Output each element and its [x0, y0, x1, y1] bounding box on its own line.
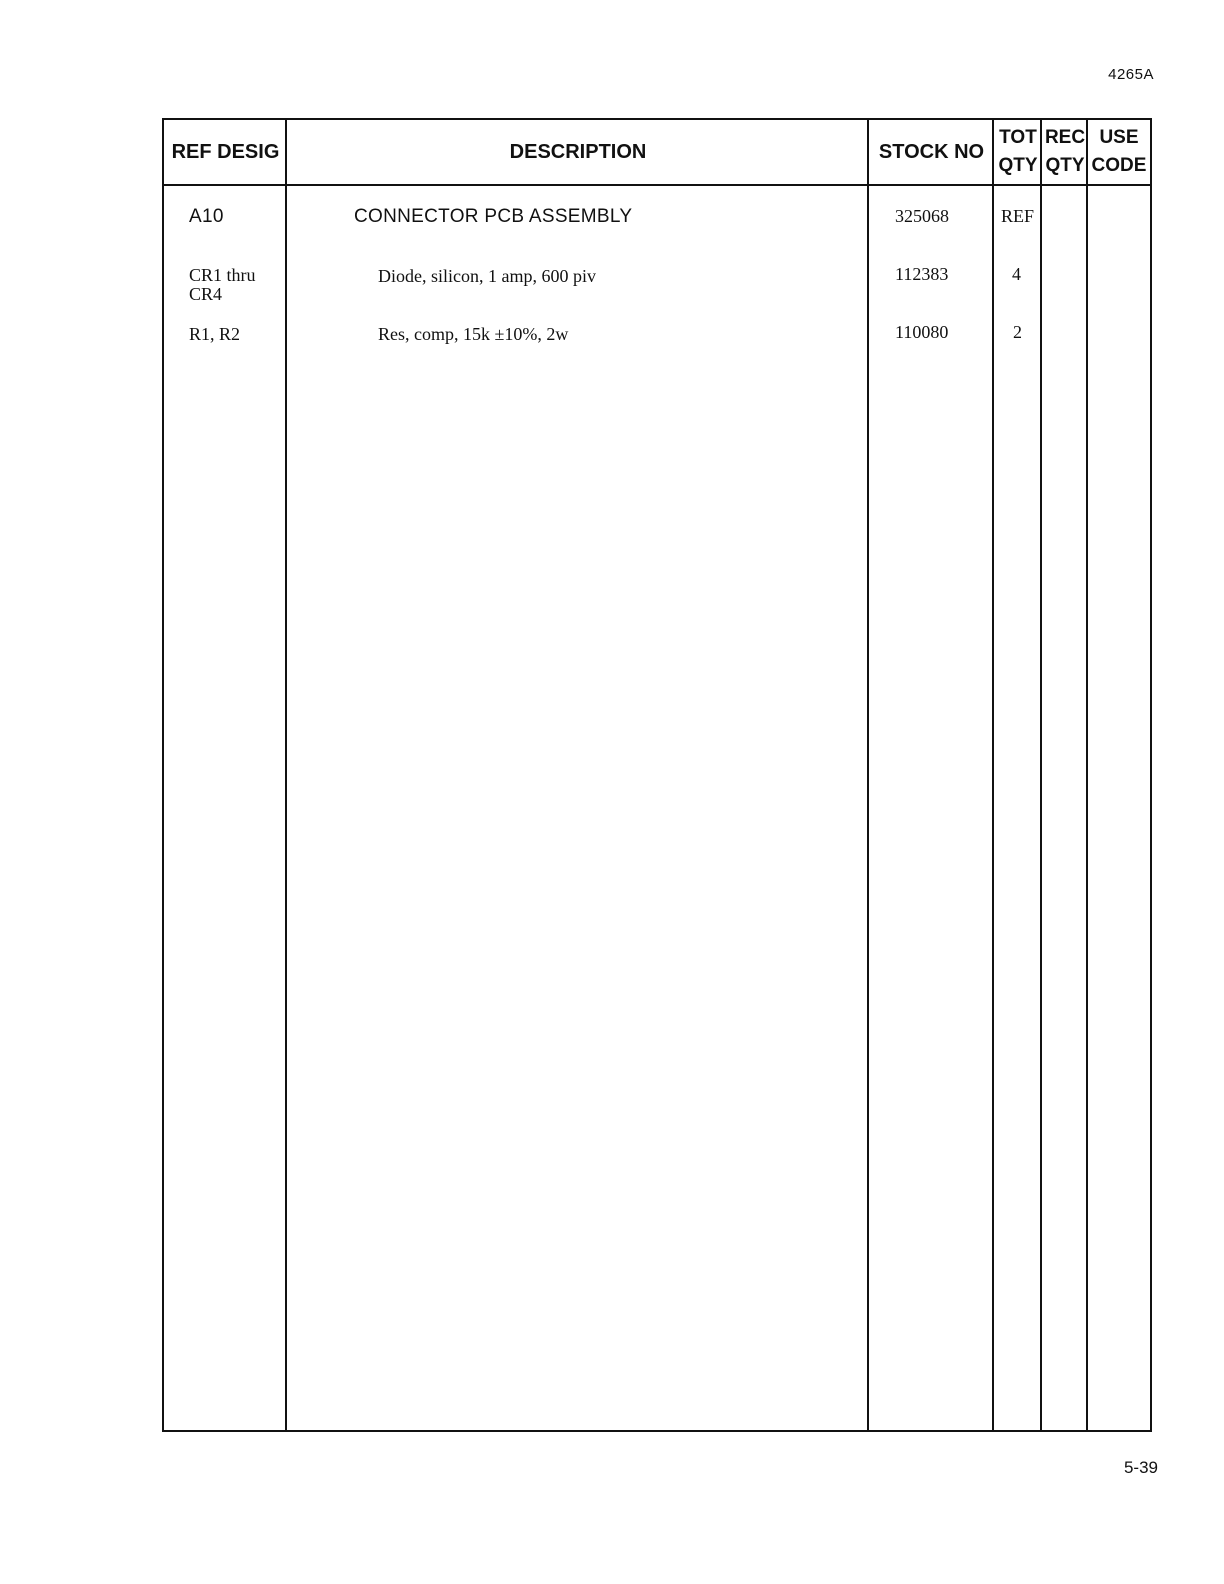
row-3-stock-no: 110080 [895, 322, 949, 342]
column-tot-qty [994, 120, 1042, 1430]
column-use-code [1088, 120, 1150, 1430]
row-2-stock-no: 112383 [895, 264, 949, 284]
header-rec-qty-line2: QTY [1045, 155, 1085, 176]
header-ref-desig: REF DESIG [171, 141, 280, 163]
row-3-tot-qty: 2 [1013, 322, 1022, 342]
header-stock-no: STOCK NO [878, 141, 985, 163]
parts-list-table [162, 118, 1152, 1432]
model-number: 4265A [1108, 66, 1154, 83]
header-use-code-line2: CODE [1091, 155, 1147, 176]
header-rec-qty-line1: REC [1044, 127, 1086, 148]
header-divider [164, 184, 1150, 186]
column-description [287, 120, 869, 1430]
header-description: DESCRIPTION [509, 141, 647, 163]
row-3-ref-desig: R1, R2 [189, 324, 241, 344]
row-3-description: Res, comp, 15k ±10%, 2w [378, 324, 569, 344]
row-1-description: CONNECTOR PCB ASSEMBLY [354, 206, 633, 227]
row-2-tot-qty: 4 [1012, 264, 1021, 284]
row-1-ref-desig: A10 [189, 206, 224, 227]
header-use-code [1088, 120, 1150, 184]
row-2-ref-desig-line2: CR4 [189, 284, 223, 304]
column-ref-desig [164, 120, 287, 1430]
row-2-ref-desig-line1: CR1 thru [189, 265, 256, 285]
header-tot-qty-line2: QTY [998, 155, 1038, 176]
column-rec-qty [1042, 120, 1088, 1430]
row-2-ref-desig [189, 266, 256, 304]
header-rec-qty [1042, 120, 1088, 184]
column-stock-no [869, 120, 994, 1430]
row-2-description: Diode, silicon, 1 amp, 600 piv [378, 266, 596, 286]
row-1-stock-no: 325068 [895, 206, 949, 226]
page-number: 5-39 [1123, 1458, 1158, 1477]
row-1-tot-qty: REF [1001, 206, 1035, 226]
header-tot-qty-line1: TOT [999, 127, 1037, 148]
header-tot-qty [994, 120, 1042, 184]
header-use-code-line1: USE [1099, 127, 1139, 148]
